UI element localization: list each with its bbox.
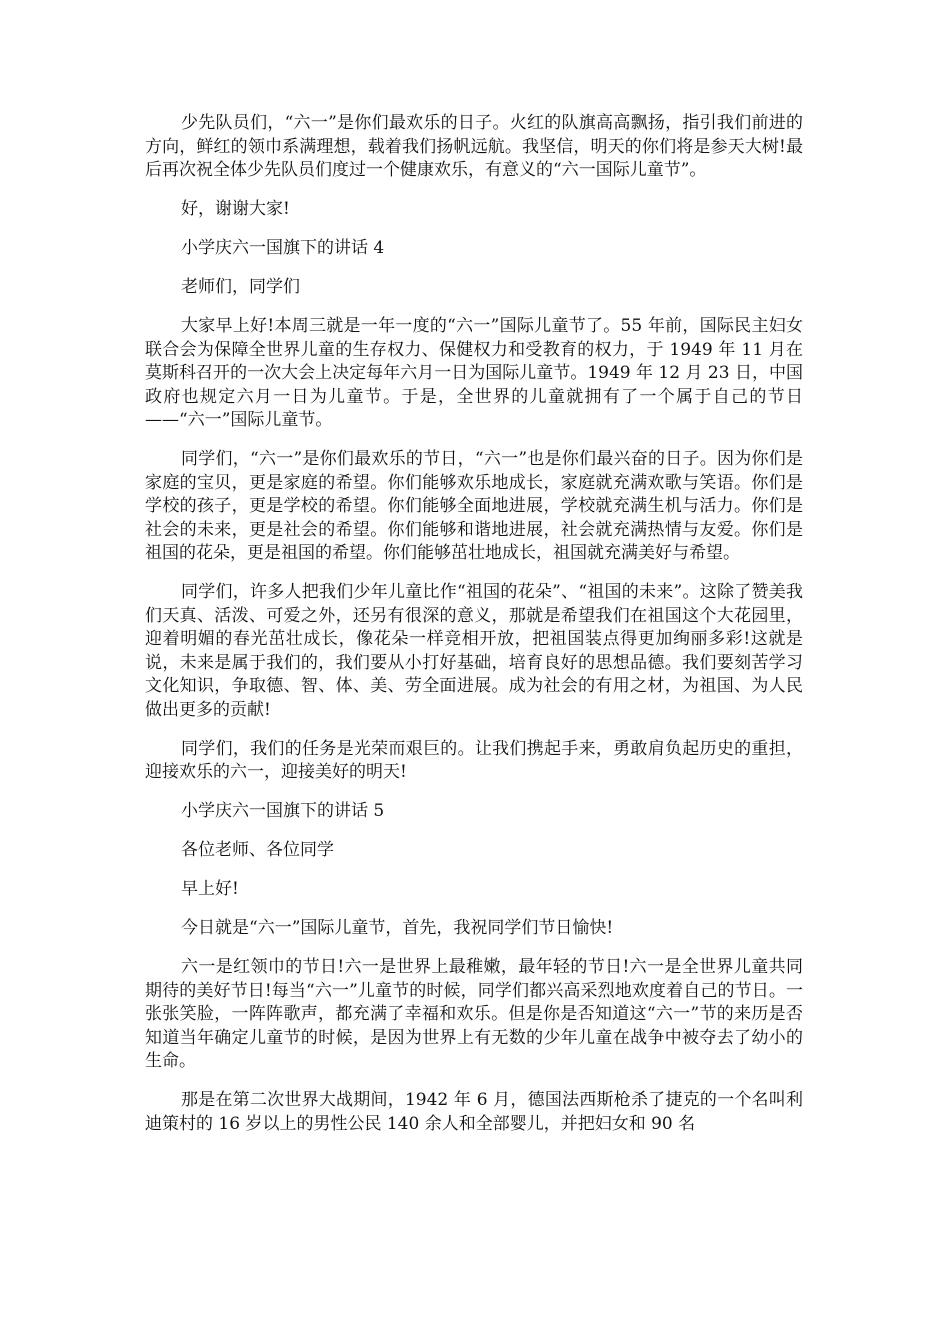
paragraph: 六一是红领巾的节日!六一是世界上最稚嫩，最年轻的节日!六一是全世界儿童共同期待的美好节日!每当“六一”儿童节的时候，同学们都兴高采烈地欢度着自己的节日。一张张笑脸，一阵阵歌声，都充满了幸福和欢乐。但是你是否知道这“六一”节的来历是否知道当年确定儿童节的时候，是因为世界上有无数的少年儿童在战争中被夺去了幼小的生命。 [145,957,803,1071]
salutation: 老师们，同学们 [181,277,300,297]
paragraph: 今日就是“六一”国际儿童节，首先，我祝同学们节日愉快! [181,918,614,938]
paragraph: 少先队员们，“六一”是你们最欢乐的日子。火红的队旗高高飘扬，指引我们前进的方向，鲜红的领巾系满理想，载着我们扬帆远航。我坚信，明天的你们将是参天大树!最后再次祝全体少先队员们度过一个健康欢乐，有意义的“六一国际儿童节”。 [145,113,803,180]
paragraph: 好，谢谢大家! [181,199,290,219]
section-heading: 小学庆六一国旗下的讲话 4 [181,238,385,258]
paragraph: 同学们，“六一”是你们最欢乐的节日，“六一”也是你们最兴奋的日子。因为你们是家庭的宝贝，更是家庭的希望。你们能够欢乐地成长，家庭就充满欢歌与笑语。你们是学校的孩子，更是学校的希望。你们能够全面地进展，学校就充满生机与活力。你们是社会的未来，更是社会的希望。你们能够和谐地进展，社会就充满热情与友爱。你们是祖国的花朵，更是祖国的希望。你们能够茁壮地成长，祖国就充满美好与希望。 [145,449,803,563]
paragraph: 那是在第二次世界大战期间，1942 年 6 月，德国法西斯枪杀了捷克的一个名叫利迪策村的 16 岁以上的男性公民 140 余人和全部婴儿，并把妇女和 90 名 [145,1090,803,1134]
paragraph: 同学们，许多人把我们少年儿童比作“祖国的花朵”、“祖国的未来”。这除了赞美我们天真、活泼、可爱之外，还另有很深的意义，那就是希望我们在祖国这个大花园里，迎着明媚的春光茁壮成长，像花朵一样竞相开放，把祖国装点得更加绚丽多彩!这就是说，未来是属于我们的，我们要从小打好基础，培育良好的思想品德。我们要刻苦学习文化知识，争取德、智、体、美、劳全面进展。成为社会的有用之材，为祖国、为人民做出更多的贡献! [145,582,803,720]
salutation: 各位老师、各位同学 [181,840,334,860]
greeting: 早上好! [181,879,239,899]
section-heading: 小学庆六一国旗下的讲话 5 [181,801,385,821]
paragraph: 大家早上好!本周三就是一年一度的“六一”国际儿童节了。55 年前，国际民主妇女联合会为保障全世界儿童的生存权力、保健权力和受教育的权力，于 1949 年 11 月在莫斯科召开的一次大会上决定每年六月一日为国际儿童节。1949 年 12 月 23 日，中国政府也规定六月一日为儿童节。于是，全世界的儿童就拥有了一个属于自己的节日——“六一”国际儿童节。 [145,316,803,430]
paragraph: 同学们，我们的任务是光荣而艰巨的。让我们携起手来，勇敢肩负起历史的重担，迎接欢乐的六一，迎接美好的明天! [145,738,803,782]
document-page [145,112,803,1152]
